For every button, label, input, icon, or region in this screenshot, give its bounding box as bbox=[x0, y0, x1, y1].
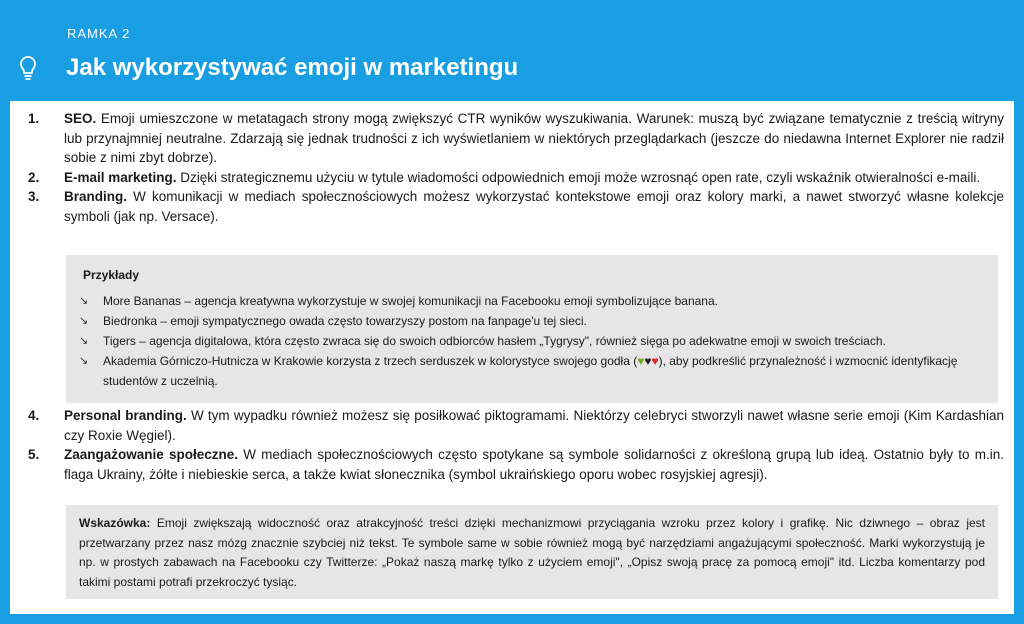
item-number: 2. bbox=[28, 169, 40, 185]
item-lead: Personal branding. bbox=[64, 408, 187, 423]
content-panel bbox=[10, 101, 1014, 614]
frame-label: RAMKA 2 bbox=[67, 26, 131, 41]
lightbulb-icon bbox=[20, 56, 36, 82]
item-text: W komunikacji w mediach społecznościowych możesz wykorzystać kontekstowe emoji oraz kolory marki, a nawet stworzyć własne kolekcje symboli (jak np. Versace). bbox=[64, 189, 1004, 224]
item-text: Emoji umieszczone w metatagach strony mogą zwiększyć CTR wyników wyszukiwania. Warunek: muszą być związane tematycznie z treścią witryny lub przynajmniej neutralne. Zdarzają się jednak trudności z ich wyświetlaniem w niektórych przeglądarkach (jeszcze do niedawna Internet Explorer nie radził sobie z nimi zbyt dobrze). bbox=[64, 111, 1004, 165]
points-list-top bbox=[28, 109, 1004, 226]
tip-text bbox=[79, 514, 985, 592]
example-item bbox=[79, 311, 989, 331]
hearts-emoji bbox=[637, 354, 658, 368]
arrow-down-right-icon: ↘ bbox=[79, 355, 89, 367]
item-lead: Branding. bbox=[64, 189, 127, 204]
example-item bbox=[79, 351, 989, 391]
item-number: 3. bbox=[28, 189, 40, 204]
tip-box bbox=[66, 505, 998, 599]
examples-heading: Przykłady bbox=[83, 268, 140, 282]
black-heart-icon: ♥ bbox=[644, 354, 652, 368]
list-item bbox=[28, 109, 1004, 168]
item-lead: Zaangażowanie społeczne. bbox=[64, 447, 238, 462]
item-number: 5. bbox=[28, 447, 40, 462]
tip-body: Emoji zwiększają widoczność oraz atrakcyjność treści dzięki mechanizmowi przyciągania wzroku przez kolory i grafikę. Nic dziwnego – obraz jest przetwarzany przez nasz mózg znacznie szybciej niż tekst. Te symbole same w sobie również mogą być narzędziami angażującymi społeczność. Marki wykorzystują je np. w prostych zabawach na Facebooku czy Twitterze: „Pokaż naszą markę tylko z użyciem emoji", „Opisz swoją pracę za pomocą emoji" itd. Liczba komentarzy pod takimi postami potrafi przekroczyć tysiąc. bbox=[79, 516, 985, 589]
green-heart-icon: ♥ bbox=[637, 354, 645, 368]
tip-lead: Wskazówka: bbox=[79, 516, 151, 530]
item-number: 4. bbox=[28, 408, 40, 423]
page-title: Jak wykorzystywać emoji w marketingu bbox=[66, 54, 519, 81]
list-item bbox=[28, 168, 1004, 188]
example-text: Biedronka – emoji sympatycznego owada często towarzyszy postom na fanpage'u tej sieci. bbox=[103, 314, 587, 328]
arrow-down-right-icon: ↘ bbox=[79, 335, 89, 347]
item-number: 1. bbox=[28, 111, 40, 126]
example-text: More Bananas – agencja kreatywna wykorzystuje w swojej komunikacji na Facebooku emoji symbolizujące banana. bbox=[103, 294, 718, 308]
example-item bbox=[79, 291, 989, 311]
arrow-down-right-icon: ↘ bbox=[79, 295, 89, 307]
item-lead: E-mail marketing. bbox=[64, 169, 177, 185]
list-item bbox=[28, 187, 1004, 226]
item-text: W tym wypadku również możesz się posiłkować piktogramami. Niektórzy celebryci stworzyli nawet własne serie emoji (Kim Kardashian czy Roxie Węgiel). bbox=[64, 408, 1004, 443]
arrow-down-right-icon: ↘ bbox=[79, 315, 89, 327]
item-lead: SEO. bbox=[64, 111, 97, 126]
example-item bbox=[79, 331, 989, 351]
examples-box bbox=[66, 255, 998, 403]
list-item bbox=[28, 406, 1004, 445]
example-text: Tigers – agencja digitalowa, która często zwraca się do swoich odbiorców hasłem „Tygrysy", również sięga po adekwatne emoji w swoich treściach. bbox=[103, 334, 886, 348]
list-item bbox=[28, 445, 1004, 484]
item-text: Dzięki strategicznemu użyciu w tytule wiadomości odpowiednich emoji może wzrosnąć open rate, czyli wskaźnik otwieralności e-maili. bbox=[176, 169, 981, 185]
example-text: Akademia Górniczo-Hutnicza w Krakowie korzysta z trzech serduszek w kolorystyce swojego godła ( bbox=[103, 354, 638, 368]
points-list-bottom bbox=[28, 406, 1004, 484]
example-text: ), aby podkreślić przynależność i wzmocnić identyfikację studentów z uczelnią. bbox=[103, 354, 958, 388]
examples-list bbox=[79, 291, 989, 391]
item-text: W mediach społecznościowych często spotykane są symbole solidarności z określoną grupą lub ideą. Ostatnio były to m.in. flaga Ukrainy, żółte i niebieskie serca, a także kwiat słonecznika (symbol ukraińskiego oporu wobec rosyjskiej agresji). bbox=[64, 447, 1004, 482]
red-heart-icon: ♥ bbox=[651, 354, 659, 368]
